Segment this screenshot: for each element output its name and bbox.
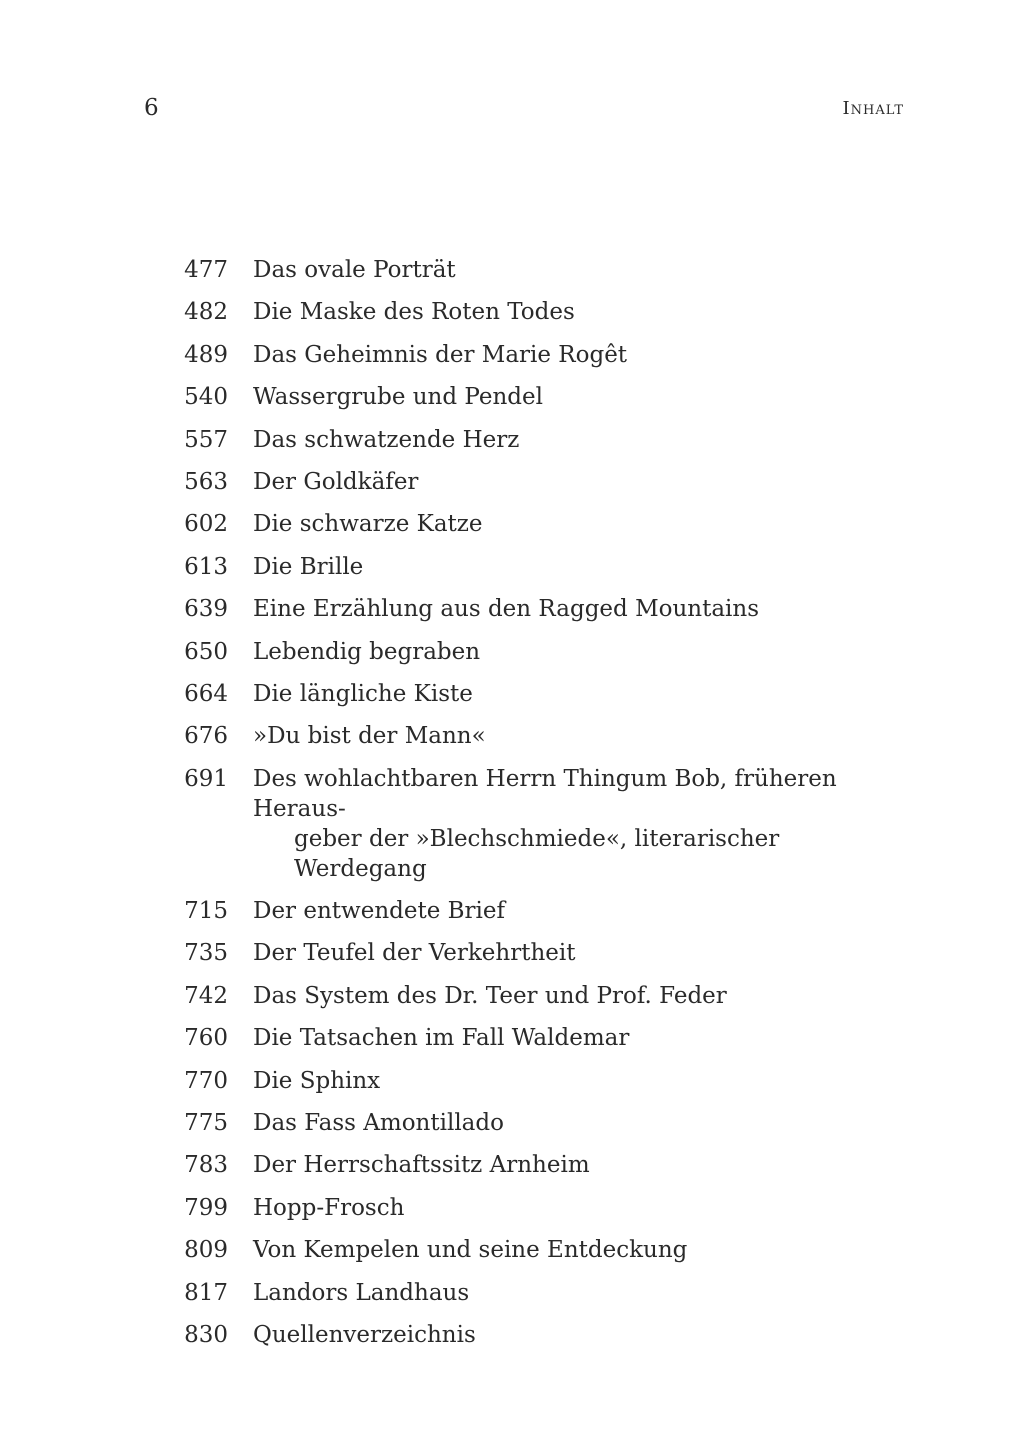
toc-title: Die Sphinx — [253, 1067, 381, 1094]
toc-entry — [0, 509, 1024, 539]
toc-page-number: 783 — [184, 1152, 228, 1179]
toc-entry — [0, 1066, 1024, 1096]
toc-title: Der Herrschaftssitz Arnheim — [253, 1152, 590, 1179]
toc-title-continuation: geber der »Blechschmiede«, literarischer Werdegang — [294, 825, 780, 882]
toc-title: Von Kempelen und seine Entdeckung — [253, 1237, 688, 1264]
toc-page-number: 540 — [184, 384, 228, 411]
toc-page-number: 602 — [184, 511, 228, 538]
toc-entry — [0, 679, 1024, 709]
toc-page-number: 563 — [184, 468, 228, 495]
toc-entry — [0, 1193, 1024, 1223]
toc-title: Quellenverzeichnis — [253, 1321, 476, 1348]
toc-title-line: Des wohlachtbaren Herrn Thingum Bob, früheren Heraus- — [253, 765, 837, 822]
toc-entry — [0, 594, 1024, 624]
toc-page-number: 830 — [184, 1321, 228, 1348]
table-of-contents — [0, 255, 1024, 1362]
page-number: 6 — [144, 95, 159, 121]
toc-title: Hopp-Frosch — [253, 1194, 405, 1221]
toc-page-number: 639 — [184, 596, 228, 623]
toc-title: Der entwendete Brief — [253, 898, 506, 925]
toc-entry — [0, 1108, 1024, 1138]
toc-page-number: 760 — [184, 1025, 228, 1052]
toc-entry — [0, 1278, 1024, 1308]
toc-page-number: 664 — [184, 680, 228, 707]
toc-page-number: 799 — [184, 1194, 228, 1221]
toc-entry — [0, 721, 1024, 751]
toc-title: Der Goldkäfer — [253, 468, 419, 495]
toc-title: Das schwatzende Herz — [253, 426, 520, 453]
toc-page-number: 650 — [184, 638, 228, 665]
toc-title: Eine Erzählung aus den Ragged Mountains — [253, 596, 760, 623]
toc-title: Das System des Dr. Teer und Prof. Feder — [253, 982, 727, 1009]
toc-entry — [0, 382, 1024, 412]
toc-title: Die Maske des Roten Todes — [253, 299, 575, 326]
toc-page-number: 482 — [184, 299, 228, 326]
toc-title: Lebendig begraben — [253, 638, 481, 665]
toc-page-number: 775 — [184, 1110, 228, 1137]
toc-page-number: 477 — [184, 257, 228, 283]
toc-page-number: 817 — [184, 1279, 228, 1306]
toc-entry — [0, 425, 1024, 455]
toc-title: Die Brille — [253, 553, 364, 580]
toc-entry — [0, 981, 1024, 1011]
toc-title: Das Geheimnis der Marie Rogêt — [253, 341, 628, 368]
toc-entry — [0, 255, 1024, 285]
toc-page-number: 809 — [184, 1237, 228, 1264]
running-head: Inhalt — [842, 98, 904, 119]
toc-entry — [0, 1023, 1024, 1053]
toc-entry — [0, 340, 1024, 370]
toc-title: Der Teufel der Verkehrtheit — [253, 940, 576, 967]
toc-entry — [0, 1320, 1024, 1350]
toc-title: Die schwarze Katze — [253, 511, 483, 538]
toc-page-number: 613 — [184, 553, 228, 580]
toc-title: Das Fass Amontillado — [253, 1110, 504, 1137]
toc-entry — [0, 297, 1024, 327]
toc-title: Wassergrube und Pendel — [253, 384, 543, 411]
toc-entry — [0, 764, 1024, 884]
toc-entry — [0, 1235, 1024, 1265]
toc-page-number: 742 — [184, 982, 228, 1009]
toc-page-number: 770 — [184, 1067, 228, 1094]
toc-entry — [0, 637, 1024, 667]
toc-page-number: 715 — [184, 898, 228, 925]
toc-page-number: 489 — [184, 341, 228, 368]
toc-page-number: 691 — [184, 765, 228, 792]
toc-title: »Du bist der Mann« — [253, 723, 486, 750]
toc-entry — [0, 467, 1024, 497]
toc-entry — [0, 938, 1024, 968]
toc-entry — [0, 552, 1024, 582]
toc-title: Das ovale Porträt — [253, 257, 456, 283]
toc-title: Die längliche Kiste — [253, 680, 473, 707]
toc-entry — [0, 896, 1024, 926]
toc-entry — [0, 1150, 1024, 1180]
toc-title: Landors Landhaus — [253, 1279, 470, 1306]
toc-page-number: 557 — [184, 426, 228, 453]
toc-page-number: 676 — [184, 723, 228, 750]
toc-title: Die Tatsachen im Fall Waldemar — [253, 1025, 630, 1052]
toc-page-number: 735 — [184, 940, 228, 967]
toc-title — [253, 764, 903, 884]
